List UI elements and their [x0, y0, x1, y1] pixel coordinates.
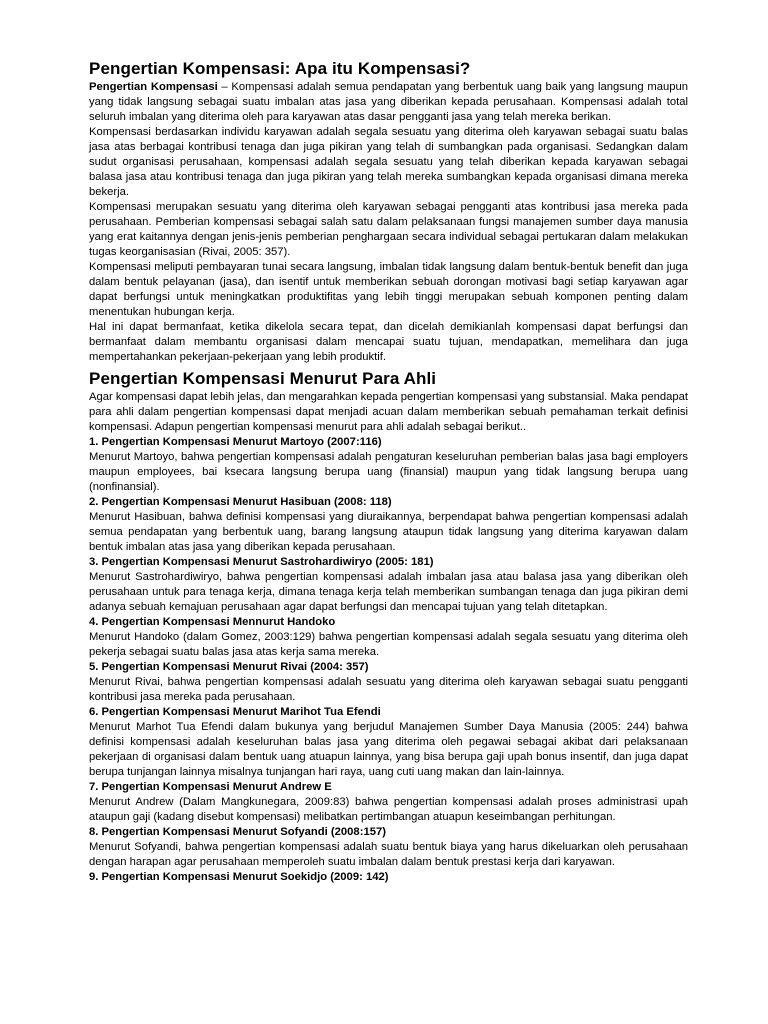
expert-item-text: Menurut Hasibuan, bahwa definisi kompensasi yang diuraikannya, berpendapat bahwa pengertian kompensasi adalah semua pendapatan yang berbentuk uang, barang langsung ataupun tidak langsung yang diterima karyawan dalam bentuk imbalan atas jasa yang diberikan kepada perusahaan.	[89, 511, 688, 553]
expert-item-text: Menurut Sastrohardiwiryo, bahwa pengertian kompensasi adalah imbalan jasa atau balasa jasa yang diberikan oleh perusahaan untuk para tenaga kerja, dimana tenaga kerja telah memberikan sumbangan tenaga dan juga pikiran demi adanya sebuah kemajuan perusahaan agar dapat berfungsi dan mencapai tujuan yang telah ditetapkan.	[89, 571, 688, 613]
expert-item-text: Menurut Andrew (Dalam Mangkunegara, 2009:83) bahwa pengertian kompensasi adalah proses administrasi upah ataupun gaji (kadang disebut kompensasi) melibatkan pertimbangan atuapun keseimbangan perhitungan.	[89, 796, 688, 823]
definition-text: – Kompensasi adalah semua pendapatan yang berbentuk uang baik yang langsung maupun yang tidak langsung sebagai suatu imbalan atas jasa yang diberikan kepada perusahaan. Kompensasi adalah total seluruh imbalan yang diterima oleh para karyawan atas dasar pengganti jasa yang telah mereka berikan.	[89, 81, 688, 123]
expert-item-title: 3. Pengertian Kompensasi Menurut Sastrohardiwiryo (2005: 181)	[89, 556, 434, 568]
page-title: Pengertian Kompensasi: Apa itu Kompensasi?	[89, 59, 471, 78]
section-title: Pengertian Kompensasi Menurut Para Ahli	[89, 369, 437, 388]
expert-item-text: Menurut Handoko (dalam Gomez, 2003:129) bahwa pengertian kompensasi adalah segala sesuatu yang diterima oleh pekerja sebagai suatu balas jasa atas kerja sama mereka.	[89, 631, 688, 658]
paragraph-rivai: Kompensasi merupakan sesuatu yang diterima oleh karyawan sebagai pengganti atas kontribusi jasa mereka pada perusahaan. Pemberian kompensasi sebagai salah satu dalam pelaksanaan fungsi manajemen sumber daya manusia yang erat kaitannya dengan jenis-jenis pemberian penghargaan secara individual sebagai pertukaran dalam melakukan tugas keorganisasian (Rivai, 2005: 357).	[89, 201, 688, 258]
expert-item-title: 1. Pengertian Kompensasi Menurut Martoyo (2007:116)	[89, 436, 382, 448]
definition-term: Pengertian Kompensasi	[89, 81, 218, 93]
expert-item-title: 2. Pengertian Kompensasi Menurut Hasibuan (2008: 118)	[89, 496, 392, 508]
expert-list	[89, 435, 688, 885]
section-intro: Agar kompensasi dapat lebih jelas, dan mengarahkan kepada pengertian kompensasi yang substansial. Maka pendapat para ahli dalam pengertian kompensasi dapat menjadi acuan dalam memberikan sebuah pemahaman terkait definisi kompensasi. Adapun pengertian kompensasi menurut para ahli adalah sebagai berikut..	[89, 391, 688, 433]
expert-item-title: 8. Pengertian Kompensasi Menurut Sofyandi (2008:157)	[89, 826, 386, 838]
expert-item-title: 9. Pengertian Kompensasi Menurut Soekidjo (2009: 142)	[89, 871, 389, 883]
expert-item-title: 5. Pengertian Kompensasi Menurut Rivai (2004: 357)	[89, 661, 369, 673]
paragraph-individual: Kompensasi berdasarkan individu karyawan adalah segala sesuatu yang diterima oleh karyawan sebagai suatu balas jasa atas berbagai kontribusi tenaga dan juga pikiran yang telah di sumbangkan pada organisasi. Sedangkan dalam sudut organisasi perusahaan, kompensasi adalah segala sesuatu yang telah diberikan kepada karyawan sebagai balasa jasa atau kontribusi tenaga dan juga pikiran yang telah mereka sumbangkan kepada organisasi dimana mereka bekerja.	[89, 126, 688, 198]
expert-item-title: 4. Pengertian Kompensasi Mennurut Handoko	[89, 616, 336, 628]
expert-item-text: Menurut Rivai, bahwa pengertian kompensasi adalah sesuatu yang diterima oleh karyawan sebagai suatu pengganti kontribusi jasa mereka pada perusahaan.	[89, 676, 688, 703]
paragraph-benefit: Hal ini dapat bermanfaat, ketika dikelola secara tepat, dan dicelah demikianlah kompensasi dapat berfungsi dan bermanfaat dalam membantu organisasi dalam mencapai suatu tujuan, mendapatkan, memelihara dan juga mempertahankan pekerjaan-pekerjaan yang lebih produktif.	[89, 321, 688, 363]
paragraph-definition	[89, 80, 688, 125]
expert-item-text: Menurut Marhot Tua Efendi dalam bukunya yang berjudul Manajemen Sumber Daya Manusia (2005: 244) bahwa definisi kompensasi adalah keseluruhan balas jasa yang diterima oleh pegawai sebagai akibat dari pelaksanaan pekerjaan di organisasi dalam bentuk uang atuapun lainnya, yang bisa berupa gaji upah bonus insentif, dan juga dapat berupa tunjangan lainnya misalnya tunjangan hari raya, uang cuti uang makan dan lain-lainnya.	[89, 721, 688, 778]
paragraph-payment: Kompensasi meliputi pembayaran tunai secara langsung, imbalan tidak langsung dalam bentuk-bentuk benefit dan juga dalam bentuk pelayanan (jasa), dan isentif untuk memberikan sebuah dorongan motivasi bagi setiap karyawan agar dapat berfungsi untuk meningkatkan produktifitas yang lebih tinggi merupakan sebuah komponen penting dalam menentukan hubungan kerja.	[89, 261, 688, 318]
expert-item-title: 6. Pengertian Kompensasi Menurut Marihot Tua Efendi	[89, 706, 381, 718]
expert-item-text: Menurut Martoyo, bahwa pengertian kompensasi adalah pengaturan keseluruhan pemberian balas jasa bagi employers maupun employees, bai ksecara langsung berupa uang (finansial) maupun yang tidak langsung berupa uang (nonfinansial).	[89, 451, 688, 493]
expert-item-text: Menurut Sofyandi, bahwa pengertian kompensasi adalah suatu bentuk biaya yang harus dikeluarkan oleh perusahaan dengan harapan agar perusahaan memperoleh suatu imbalan dalam bentuk prestasi kerja dari karyawan.	[89, 841, 688, 868]
expert-item-title: 7. Pengertian Kompensasi Menurut Andrew E	[89, 781, 332, 793]
